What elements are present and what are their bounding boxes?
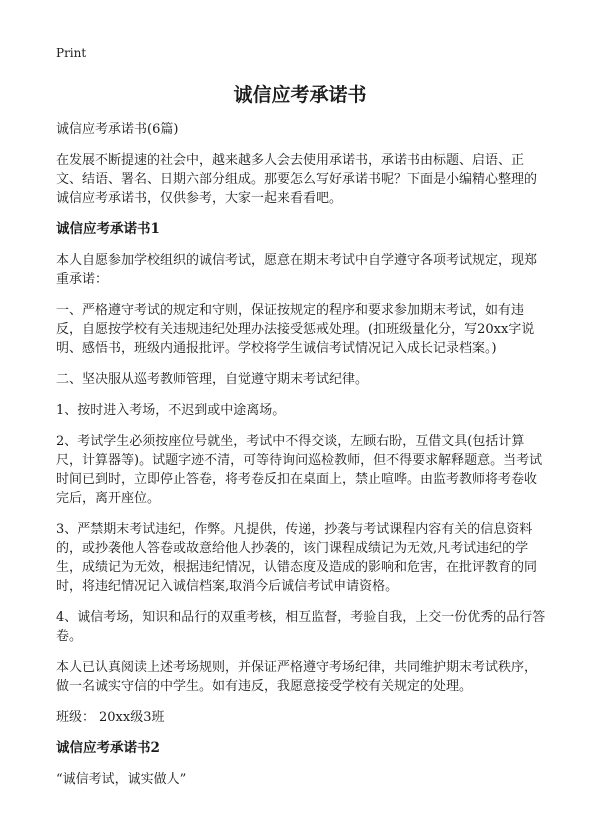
section1-paragraph-1: 本人自愿参加学校组织的诚信考试，愿意在期末考试中自学遵守各项考试规定，现郑重承诺： <box>56 253 538 287</box>
class-label: 班级： <box>56 710 96 725</box>
section1-paragraph-6: 3、严禁期末考试违纪，作弊。凡提供，传递，抄袭与考试课程内容有关的信息资料的，或抄袭他人答卷或故意给他人抄袭的，该门课程成绩记为无效,凡考试违纪的学生，成绩记为无效，根据违纪情况，认错态度及造成的影响和危害，在批评教育的同时，将违纪情况记入诚信档案,取消今后诚信考试申请资格。 <box>56 522 538 594</box>
section1-paragraph-8: 本人已认真阅读上述考场规则，并保证严格遵守考场纪律，共同维护期末考试秩序，做一名诚实守信的中学生。如有违反，我愿意接受学校有关规定的处理。 <box>56 660 538 694</box>
section1-paragraph-7: 4、诚信考场，知识和品行的双重考核，相互监督，考验自我，上交一份优秀的品行答卷。 <box>56 610 546 644</box>
section1-paragraph-4: 1、按时进入考场，不迟到或中途离场。 <box>56 403 286 418</box>
section1-paragraph-3: 二、坚决服从巡考教师管理，自觉遵守期末考试纪律。 <box>56 372 369 387</box>
document-body <box>56 120 548 801</box>
intro-paragraph: 在发展不断提速的社会中，越来越多人会去使用承诺书，承诺书由标题、启语、正文、结语、署名、日期六部分组成。那要怎么写好承诺书呢？下面是小编精心整理的诚信应考承诺书，仅供参考，大家一起来看看吧。 <box>56 153 538 206</box>
document-subtitle: 诚信应考承诺书(6篇) <box>56 122 179 137</box>
page-title: 诚信应考承诺书 <box>233 84 367 106</box>
class-line <box>56 708 548 727</box>
print-link[interactable]: Print <box>56 46 87 60</box>
section-heading-1: 诚信应考承诺书1 <box>56 221 160 237</box>
section1-paragraph-2: 一、严格遵守考试的规定和守则，保证按规定的程序和要求参加期末考试，如有违反，自愿按学校有关违规违纪处理办法接受惩戒处理。(扣班级量化分，写20xx字说明、感悟书，班级内通报批评。学校将学生诚信考试情况记入成长记录档案。) <box>56 303 535 356</box>
section1-paragraph-5: 2、考试学生必须按座位号就坐，考试中不得交谈，左顾右盼，互借文具(包括计算尺，计算器等)。试题字迹不清，可等待询问巡检教师，但不得要求解释题意。当考试时间已到时，立即停止答卷，将考卷反扣在桌面上，禁止喧哗。由监考教师将考卷收完后，离开座位。 <box>56 434 543 506</box>
class-value: 20xx级3班 <box>99 710 165 725</box>
section-heading-2: 诚信应考承诺书2 <box>56 740 160 756</box>
section2-paragraph-1: “诚信考试，诚实做人” <box>56 772 187 787</box>
